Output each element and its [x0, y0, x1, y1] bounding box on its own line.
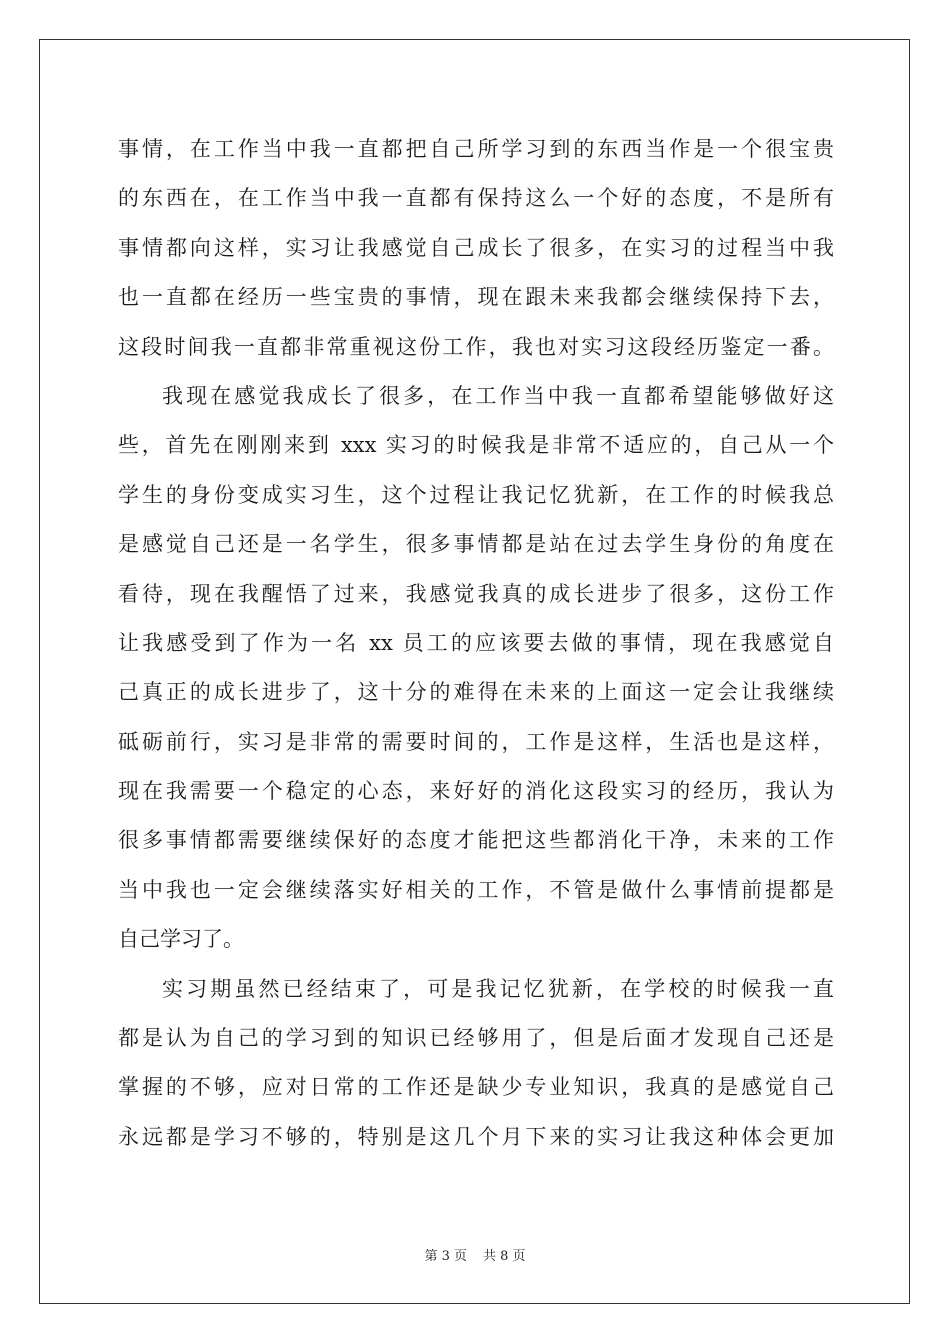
document-body: [118, 125, 834, 1162]
text-line: 的东西在，在工作当中我一直都有保持这么一个好的态度，不是所有: [118, 186, 834, 211]
text-line: 看待，现在我醒悟了过来，我感觉我真的成长进步了很多，这份工作: [118, 581, 834, 606]
paragraph: [118, 372, 834, 965]
text-line: 当中我也一定会继续落实好相关的工作，不管是做什么事情前提都是: [118, 877, 834, 902]
text-line: 事情，在工作当中我一直都把自己所学习到的东西当作是一个很宝贵: [118, 137, 834, 161]
text-line: 这段时间我一直都非常重视这份工作，我也对实习这段经历鉴定一番。: [118, 334, 834, 359]
text-line: 实习期虽然已经结束了，可是我记忆犹新，在学校的时候我一直: [162, 976, 834, 1001]
text-line: 让我感受到了作为一名 xx 员工的应该要去做的事情，现在我感觉自: [118, 630, 834, 655]
text-line: 是感觉自己还是一名学生，很多事情都是站在过去学生身份的角度在: [118, 532, 834, 557]
text-line: 现在我需要一个稳定的心态，来好好的消化这段实习的经历，我认为: [118, 779, 834, 804]
text-line: 砥砺前行，实习是非常的需要时间的，工作是这样，生活也是这样，: [118, 729, 834, 754]
text-line: 永远都是学习不够的，特别是这几个月下来的实习让我这种体会更加: [118, 1124, 834, 1149]
text-line: 己真正的成长进步了，这十分的难得在未来的上面这一定会让我继续: [118, 680, 834, 705]
page-total: 共 8 页: [483, 1249, 526, 1264]
paragraph: [118, 965, 834, 1163]
text-line: 很多事情都需要继续保好的态度才能把这些都消化干净，未来的工作: [118, 828, 834, 853]
text-line: 事情都向这样，实习让我感觉自己成长了很多，在实习的过程当中我: [118, 235, 834, 260]
page-footer: [0, 1245, 950, 1264]
text-line: 自己学习了。: [118, 927, 244, 952]
text-line: 我现在感觉我成长了很多，在工作当中我一直都希望能够做好这: [162, 383, 834, 408]
text-line: 掌握的不够，应对日常的工作还是缺少专业知识，我真的是感觉自己: [118, 1075, 834, 1100]
text-line: 也一直都在经历一些宝贵的事情，现在跟未来我都会继续保持下去，: [118, 285, 834, 310]
page-number: 第 3 页: [424, 1249, 467, 1264]
text-line: 些，首先在刚刚来到 xxx 实习的时候我是非常不适应的，自己从一个: [118, 433, 834, 458]
text-line: 都是认为自己的学习到的知识已经够用了，但是后面才发现自己还是: [118, 1026, 834, 1051]
paragraph: [118, 125, 834, 372]
text-line: 学生的身份变成实习生，这个过程让我记忆犹新，在工作的时候我总: [118, 482, 834, 507]
